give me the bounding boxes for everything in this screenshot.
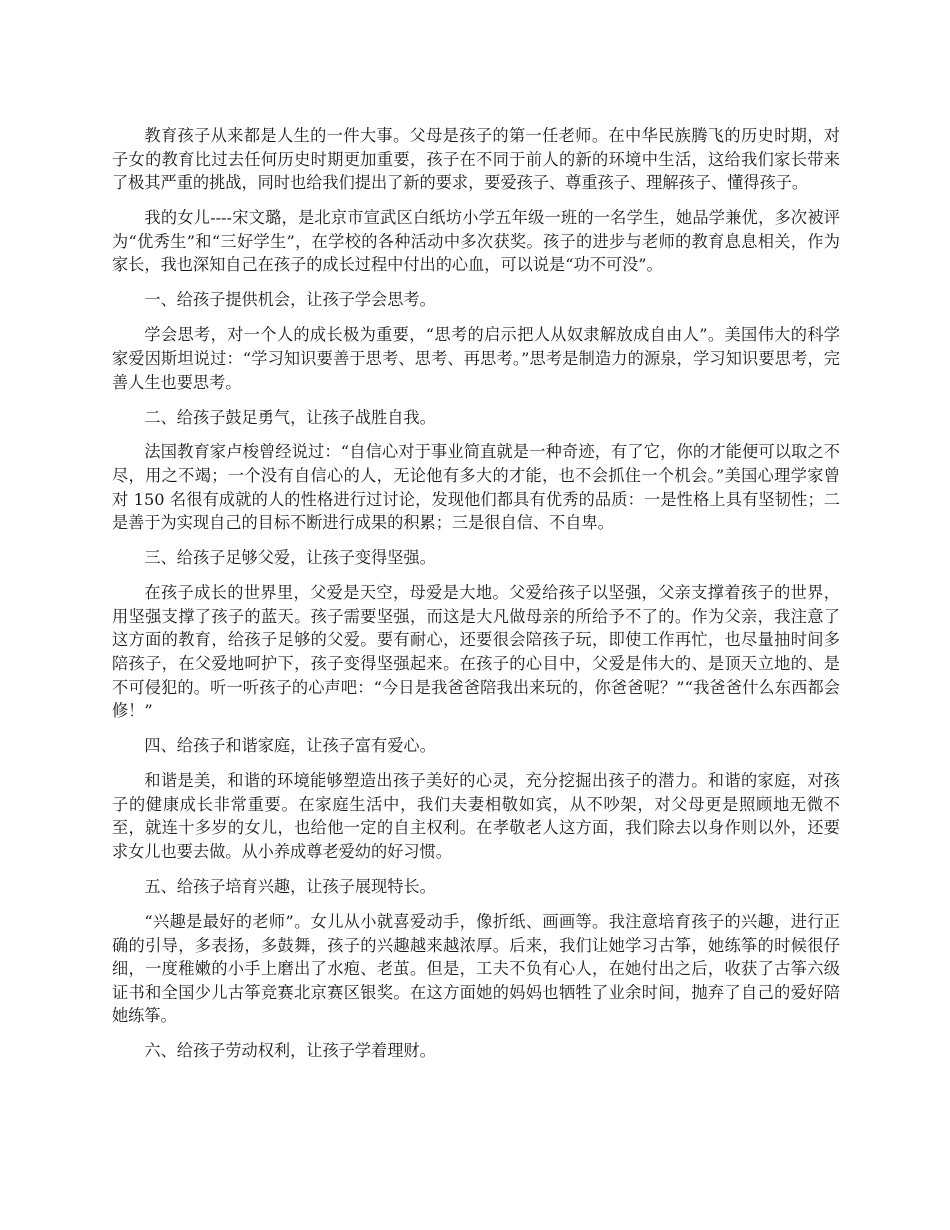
section-heading: 三、给孩子足够父爱，让孩子变得坚强。 [144,548,436,568]
body-paragraph: “兴趣是最好的老师”。女儿从小就喜爱动手，像折纸、画画等。我注意培育孩子的兴趣，进行正确的引导，多表扬，多鼓舞，孩子的兴趣越来越浓厚。后来，我们让她学习古筝，她练筝的时候很仔细，一度稚嫩的小手上磨出了水疱、老茧。但是，工夫不负有心人，在她付出之后，收获了古筝六级证书和全国少儿古筝竞赛北京赛区银奖。在这方面她的妈妈也牺牲了业余时间，抛弃了自己的爱好陪她练筝。 [112,911,840,1026]
body-paragraph: 我的女儿----宋文璐，是北京市宣武区白纸坊小学五年级一班的一名学生，她品学兼优，多次被评为“优秀生”和“三好学生”，在学校的各种活动中多次获奖。孩子的进步与老师的教育息息相关，作为家长，我也深知自己在孩子的成长过程中付出的心血，可以说是“功不可没”。 [112,208,840,275]
document-page [112,124,840,1074]
body-paragraph: 教育孩子从来都是人生的一件大事。父母是孩子的第一任老师。在中华民族腾飞的历史时期，对子女的教育比过去任何历史时期更加重要，孩子在不同于前人的新的环境中生活，这给我们家长带来了极其严重的挑战，同时也给我们提出了新的要求，要爱孩子、尊重孩子、理解孩子、懂得孩子。 [112,126,840,193]
body-paragraph: 和谐是美，和谐的环境能够塑造出孩子美好的心灵，充分挖掘出孩子的潜力。和谐的家庭，对孩子的健康成长非常重要。在家庭生活中，我们夫妻相敬如宾，从不吵架，对父母更是照顾地无微不至，就连十多岁的女儿，也给他一定的自主权利。在孝敬老人这方面，我们除去以身作则以外，还要求女儿也要去做。从小养成尊老爱幼的好习惯。 [112,771,840,861]
section-heading: 一、给孩子提供机会，让孩子学会思考。 [144,290,436,310]
body-paragraph: 学会思考，对一个人的成长极为重要，“思考的启示把人从奴隶解放成自由人”。美国伟大的科学家爱因斯坦说过：“学习知识要善于思考、思考、再思考。”思考是制造力的源泉，学习知识要思考，完善人生也要思考。 [112,325,840,392]
section-heading: 五、给孩子培育兴趣，让孩子展现特长。 [144,876,436,896]
section-heading: 二、给孩子鼓足勇气，让孩子战胜自我。 [144,407,436,427]
section-heading: 四、给孩子和谐家庭，让孩子富有爱心。 [144,736,436,756]
section-heading: 六、给孩子劳动权利，让孩子学着理财。 [144,1041,436,1061]
body-paragraph: 在孩子成长的世界里，父爱是天空，母爱是大地。父爱给孩子以坚强，父亲支撑着孩子的世界，用坚强支撑了孩子的蓝天。孩子需要坚强，而这是大凡做母亲的所给予不了的。作为父亲，我注意了这方面的教育，给孩子足够的父爱。要有耐心，还要很会陪孩子玩，即使工作再忙，也尽量抽时间多陪孩子，在父爱地呵护下，孩子变得坚强起来。在孩子的心目中，父爱是伟大的、是顶天立地的、是不可侵犯的。听一听孩子的心声吧：“今日是我爸爸陪我出来玩的，你爸爸呢？”“我爸爸什么东西都会修！” [112,583,840,721]
body-paragraph: 法国教育家卢梭曾经说过：“自信心对于事业简直就是一种奇迹，有了它，你的才能便可以取之不尽，用之不竭；一个没有自信心的人，无论他有多大的才能，也不会抓住一个机会。”美国心理学家曾对 150 名很有成就的人的性格进行过讨论，发现他们都具有优秀的品质：一是性格上具有坚韧性；二是善于为实现自己的目标不断进行成果的积累；三是很自信、不自卑。 [112,442,840,533]
